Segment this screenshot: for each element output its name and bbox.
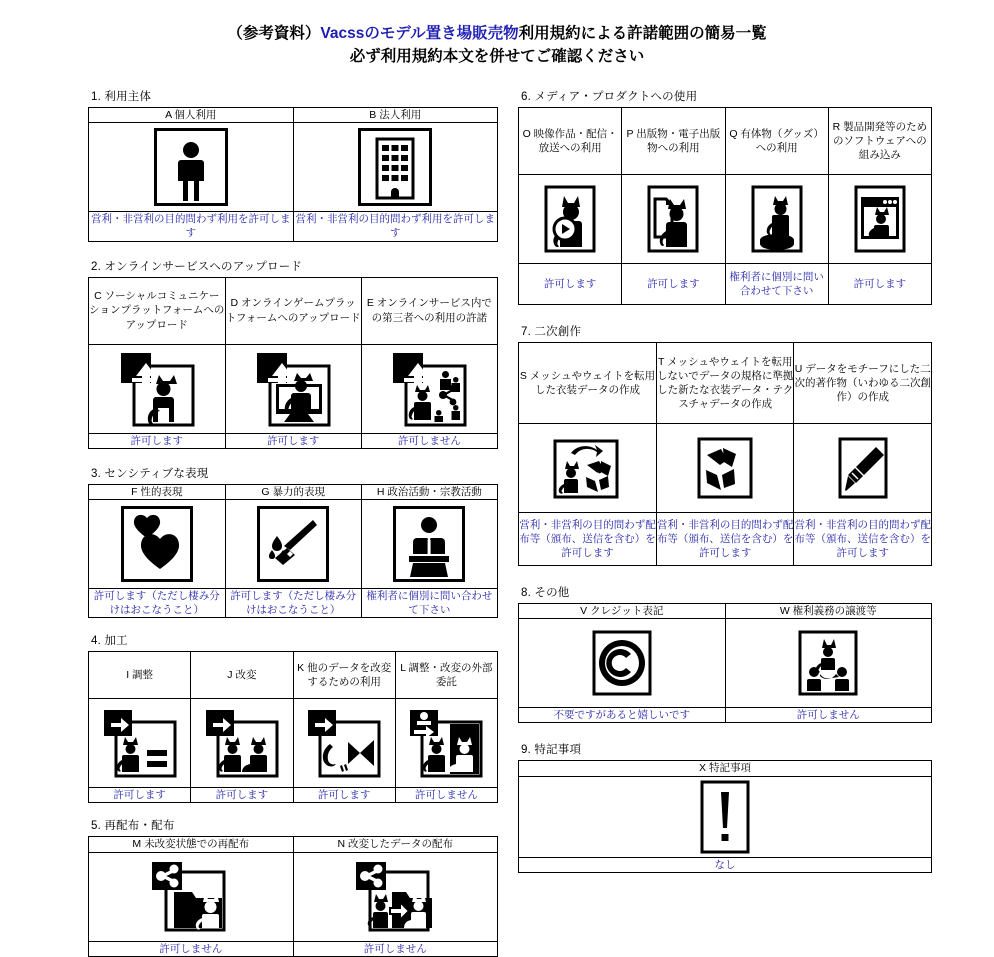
cell-header-M: M 未改変状態での再配布: [89, 837, 294, 852]
cell-header-H: H 政治活動・宗教活動: [361, 484, 497, 499]
icon-row: [89, 499, 498, 588]
cell-icon-F: [89, 499, 226, 588]
cell-note-I: 許可します: [89, 788, 191, 803]
cell-header-C: C ソーシャルコミュニケーションプラットフォームへのアップロード: [89, 277, 226, 344]
spacer: [88, 803, 498, 817]
cell-note-F: 許可します（ただし棲み分けはおこなうこと）: [89, 588, 226, 617]
section-7-table: [518, 342, 932, 566]
cell-note-D: 許可します: [225, 433, 361, 448]
section-6-heading: 6. メディア・プロダクトへの使用: [521, 91, 698, 103]
cell-icon-D: [225, 344, 361, 433]
cell-note-E: 許可しません: [361, 433, 497, 448]
cell-header-R: R 製品開発等のためのソフトウェアへの組み込み: [828, 108, 931, 175]
cloth-new-icon: [657, 437, 794, 499]
cell-note-M: 許可しません: [89, 941, 294, 956]
cell-note-A: 営利・非営利の目的問わず利用を許可します: [89, 212, 294, 241]
icon-row: [519, 175, 932, 264]
cell-note-T: 営利・非営利の目的問わず配布等（頒布、送信を含む）を許可します: [656, 513, 794, 566]
spacer: [88, 242, 498, 258]
section-1-heading: 1. 利用主体: [91, 91, 152, 103]
section-8: [518, 584, 932, 723]
spacer: [518, 305, 932, 323]
title-line-1: [0, 22, 994, 45]
section-1: [88, 88, 498, 242]
note-row: [519, 513, 932, 566]
note-row: [89, 588, 498, 617]
cell-note-Q: 権利者に個別に問い合わせて下さい: [725, 264, 828, 305]
cat-cloth-reuse-icon: [519, 437, 656, 499]
header-row: [89, 652, 498, 699]
cell-icon-I: [89, 699, 191, 788]
section-5: [88, 817, 498, 956]
cell-header-V: V クレジット表記: [519, 604, 726, 619]
document-title: [0, 0, 994, 69]
cell-note-L: 許可しません: [395, 788, 497, 803]
section-9-heading: 9. 特記事項: [521, 744, 582, 757]
arrow-cat-cat-icon: [191, 708, 292, 778]
cell-icon-P: [622, 175, 725, 264]
spacer: [518, 566, 932, 584]
cell-header-L: L 調整・改変の外部委託: [395, 652, 497, 699]
cell-header-P: P 出版物・電子出版物への利用: [622, 108, 725, 175]
cat-window-icon: [829, 185, 931, 253]
cat-document-icon: [622, 185, 724, 253]
cell-note-J: 許可します: [191, 788, 293, 803]
cell-note-S: 営利・非営利の目的問わず配布等（頒布、送信を含む）を許可します: [519, 513, 657, 566]
left-column: [88, 88, 498, 957]
paintbrush-icon: [794, 437, 931, 499]
arrow-cat-equal-icon: [89, 708, 190, 778]
cell-icon-A: [89, 123, 294, 212]
share-folder-cat-modified-icon: [294, 858, 498, 936]
note-row: [89, 212, 498, 241]
cell-header-B: B 法人利用: [293, 108, 498, 123]
cell-header-F: F 性的表現: [89, 484, 226, 499]
cat-figure-icon: [726, 185, 828, 253]
icon-row: [519, 619, 932, 708]
cell-icon-B: [293, 123, 498, 212]
cell-note-N: 許可しません: [293, 941, 498, 956]
title-highlight: Vacssのモデル置き場販売物: [320, 25, 519, 42]
spacer: [88, 618, 498, 632]
spacer: [518, 723, 932, 741]
section-8-table: [518, 603, 932, 723]
section-7: [518, 323, 932, 566]
icon-row: [89, 123, 498, 212]
icon-row: [89, 699, 498, 788]
cat-play-icon: [519, 185, 621, 253]
cell-icon-E: [361, 344, 497, 433]
upload-cat-share-icon: [362, 350, 497, 428]
cell-note-H: 権利者に個別に問い合わせて下さい: [361, 588, 497, 617]
header-row: [519, 761, 932, 776]
note-row: [89, 433, 498, 448]
section-4: [88, 632, 498, 803]
section-1-table: [88, 107, 498, 242]
hearts-icon: [89, 506, 225, 582]
cell-note-C: 許可します: [89, 433, 226, 448]
icon-row: [89, 344, 498, 433]
icon-row: [519, 424, 932, 513]
cell-header-T: T メッシュやウェイトを転用しないでデータの規格に準拠した新たな衣装データ・テクスチャデータの作成: [656, 343, 794, 424]
building-icon: [294, 128, 498, 206]
section-2-heading: 2. オンラインサービスへのアップロード: [91, 260, 303, 273]
section-6-table: [518, 107, 932, 305]
cell-icon-N: [293, 852, 498, 941]
cell-header-X: X 特記事項: [519, 761, 932, 776]
transfer-cat-icon: [726, 630, 932, 696]
cell-icon-M: [89, 852, 294, 941]
cell-header-O: O 映像作品・配信・放送への利用: [519, 108, 622, 175]
cell-icon-K: [293, 699, 395, 788]
cell-header-K: K 他のデータを改変するための利用: [293, 652, 395, 699]
section-4-table: [88, 651, 498, 803]
upload-cat-icon: [89, 350, 225, 428]
note-row: [519, 264, 932, 305]
cell-note-V: 不要ですがあると嬉しいです: [519, 708, 726, 723]
section-8-heading: 8. その他: [521, 587, 570, 599]
cell-header-N: N 改変したデータの配布: [293, 837, 498, 852]
cell-header-W: W 権利義務の譲渡等: [725, 604, 932, 619]
header-row: [89, 277, 498, 344]
cell-icon-R: [828, 175, 931, 264]
cell-icon-L: [395, 699, 497, 788]
title-suffix: 利用規約による許諾範囲の簡易一覧: [518, 25, 767, 42]
icon-row: [519, 776, 932, 857]
cell-header-J: J 改変: [191, 652, 293, 699]
spacer: [88, 449, 498, 465]
cell-icon-U: [794, 424, 932, 513]
section-9-table: [518, 760, 932, 872]
note-row: [89, 941, 498, 956]
cell-header-G: G 暴力的表現: [225, 484, 361, 499]
cell-icon-O: [519, 175, 622, 264]
arrow-cat-outsource-icon: [396, 708, 497, 778]
cell-header-S: S メッシュやウェイトを転用した衣装データの作成: [519, 343, 657, 424]
cell-note-B: 営利・非営利の目的問わず利用を許可します: [293, 212, 498, 241]
cell-note-G: 許可します（ただし棲み分けはおこなうこと）: [225, 588, 361, 617]
cell-icon-Q: [725, 175, 828, 264]
title-line-2: 必ず利用規約本文を併せてご確認ください: [349, 48, 645, 66]
cell-header-I: I 調整: [89, 652, 191, 699]
section-3-table: [88, 484, 498, 619]
cell-note-K: 許可します: [293, 788, 395, 803]
header-row: [519, 343, 932, 424]
cell-icon-G: [225, 499, 361, 588]
cell-header-A: A 個人利用: [89, 108, 294, 123]
cell-header-E: E オンラインサービス内での第三者への利用の許諾: [361, 277, 497, 344]
cell-icon-T: [656, 424, 794, 513]
cell-icon-V: [519, 619, 726, 708]
cell-header-Q: Q 有体物（グッズ）への利用: [725, 108, 828, 175]
section-3-heading: 3. センシティブな表現: [91, 467, 209, 480]
share-folder-cat-icon: [89, 858, 293, 936]
note-row: [519, 708, 932, 723]
copyright-icon: [519, 630, 725, 696]
cell-header-U: U データをモチーフにした二次的著作物（いわゆる二次創作）の作成: [794, 343, 932, 424]
cell-note-U: 営利・非営利の目的問わず配布等（頒布、送信を含む）を許可します: [794, 513, 932, 566]
cell-header-D: D オンラインゲームプラットフォームへのアップロード: [225, 277, 361, 344]
upload-cat-monitor-icon: [226, 350, 361, 428]
cell-icon-W: [725, 619, 932, 708]
cell-icon-C: [89, 344, 226, 433]
arrow-ribbon-icon: [294, 708, 395, 778]
cell-note-R: 許可します: [828, 264, 931, 305]
icon-row: [89, 852, 498, 941]
header-row: [519, 604, 932, 619]
header-row: [89, 108, 498, 123]
header-row: [89, 837, 498, 852]
exclamation-icon: [519, 780, 931, 854]
section-9: [518, 741, 932, 872]
person-icon: [89, 128, 293, 206]
cell-note-O: 許可します: [519, 264, 622, 305]
cell-icon-X: [519, 776, 932, 857]
cell-note-P: 許可します: [622, 264, 725, 305]
cell-note-W: 許可しません: [725, 708, 932, 723]
podium-speaker-icon: [362, 506, 497, 582]
title-prefix: （参考資料）: [227, 25, 321, 42]
section-6: [518, 88, 932, 305]
knife-blood-icon: [226, 506, 361, 582]
cell-icon-H: [361, 499, 497, 588]
right-column: [518, 88, 932, 873]
cell-icon-S: [519, 424, 657, 513]
header-row: [89, 484, 498, 499]
section-7-heading: 7. 二次創作: [521, 326, 582, 338]
cell-icon-J: [191, 699, 293, 788]
section-5-table: [88, 836, 498, 956]
note-row: [89, 788, 498, 803]
section-4-heading: 4. 加工: [91, 635, 128, 648]
note-row: [519, 857, 932, 872]
cell-note-X: なし: [519, 857, 932, 872]
section-5-heading: 5. 再配布・配布: [91, 820, 175, 833]
header-row: [519, 108, 932, 175]
section-2: [88, 258, 498, 449]
section-3: [88, 465, 498, 619]
section-2-table: [88, 277, 498, 449]
